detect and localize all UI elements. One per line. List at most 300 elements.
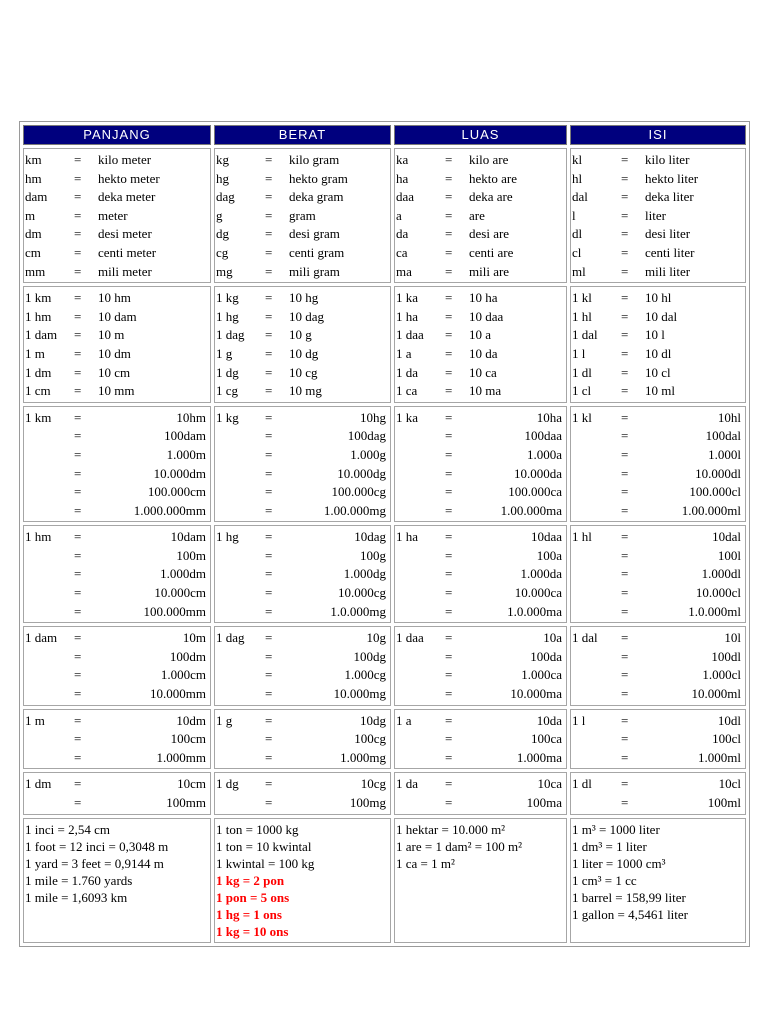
conversion-unit: g (379, 630, 386, 646)
conversion-line (216, 666, 389, 685)
conversion-value: 10.000 (510, 686, 547, 702)
unit-abbr: l (572, 207, 576, 223)
step-line (396, 364, 565, 383)
conversion-result (289, 685, 389, 704)
equals-sign: = (265, 547, 273, 563)
step-to: 10 ca (469, 364, 497, 380)
conversion-from (25, 565, 74, 584)
equals-sign: = (265, 345, 273, 361)
conversion-unit: ca (550, 484, 562, 500)
conversion-line (25, 794, 209, 813)
equals-sign: = (265, 170, 273, 186)
unit-name: meter (98, 207, 128, 223)
unit-line (572, 244, 744, 263)
unit-line (572, 225, 744, 244)
unit-name: hekto are (469, 170, 518, 186)
conversion-result (98, 730, 209, 749)
conversion-from (25, 730, 74, 749)
equals-sign: = (265, 585, 273, 601)
equals-sign: = (445, 152, 453, 167)
equals-sign: = (621, 465, 629, 481)
conversion-line (572, 409, 744, 428)
conversion-value: 1.000 (521, 667, 551, 683)
steps-cell-isi (570, 286, 746, 403)
unit-abbr: kg (216, 152, 229, 167)
step-line (396, 308, 565, 327)
equals-sign: = (445, 776, 453, 792)
conversion-unit: ha (549, 409, 562, 425)
conversion-fact: 1 mile = 1.760 yards (25, 872, 133, 888)
conversion-line (572, 603, 744, 622)
equals-sign: = (445, 585, 453, 601)
conversion-unit: mg (369, 749, 386, 765)
equals-sign: = (74, 529, 82, 545)
units-cell-isi (570, 148, 746, 283)
conversion-unit: l (737, 630, 741, 646)
header-row (23, 125, 746, 145)
conversion-unit: mm (185, 749, 206, 765)
conversion-from: 1 km (25, 409, 52, 425)
conversion-result (289, 427, 389, 446)
unit-abbr: mg (216, 263, 233, 279)
conversion-value: 100 (169, 648, 190, 664)
equals-sign: = (74, 465, 82, 481)
conversion-unit: a (556, 547, 562, 563)
conversion-result (98, 446, 209, 465)
unit-name: hekto meter (98, 170, 160, 186)
equals-sign: = (265, 465, 273, 481)
unit-name: desi are (469, 226, 510, 242)
conversion-result (469, 712, 565, 731)
conversion-result (645, 446, 744, 465)
equals-sign: = (74, 603, 82, 619)
conversion-value: 10 (360, 712, 373, 728)
conversion-from (25, 483, 74, 502)
conversion-from (25, 749, 74, 768)
conversion-unit: dm (189, 566, 206, 582)
steps-cell-luas (394, 286, 567, 403)
unit-name: gram (289, 207, 316, 223)
equals-sign: = (445, 603, 453, 619)
header-berat: BERAT (214, 125, 391, 145)
conversion-line (25, 502, 209, 521)
conversion-from (25, 794, 74, 813)
conversion-result (469, 502, 565, 521)
conversion-unit: dal (725, 529, 741, 545)
conversion-fact: 1 gallon = 4,5461 liter (572, 906, 689, 922)
conversion-value: 100 (166, 795, 186, 810)
equals-sign: = (265, 327, 273, 343)
conversion-line (572, 685, 744, 704)
conversion-value: 100 (530, 648, 550, 664)
conversion-line (25, 446, 209, 465)
conversion-from (396, 446, 445, 465)
unit-name: desi liter (645, 226, 691, 242)
equals-sign: = (445, 263, 453, 279)
conversion-line (25, 730, 209, 749)
step-to: 10 mg (289, 383, 322, 399)
conversion-result (645, 685, 744, 704)
unit-line (572, 188, 744, 207)
conversion-from (216, 730, 265, 749)
equals-sign: = (74, 226, 82, 242)
conversion-from (396, 483, 445, 502)
conversion-value: 1.00.000 (500, 502, 547, 518)
conversion-result (645, 547, 744, 566)
unit-line (572, 151, 744, 170)
conversion-result (98, 502, 209, 521)
extras-cell-isi (570, 818, 746, 943)
equals-sign: = (621, 327, 629, 343)
conversion-result (469, 775, 565, 794)
conversion-result (289, 483, 389, 502)
conversion-from: 1 ha (396, 529, 419, 545)
conversion-result (469, 427, 565, 446)
unit-name: centi are (469, 244, 514, 260)
equals-sign: = (74, 630, 82, 646)
conversion-line (25, 712, 209, 731)
conversion-fact: 1 are = 1 dam² = 100 m² (396, 838, 523, 854)
equals-sign: = (445, 244, 453, 260)
conversion-fact: 1 foot = 12 inci = 0,3048 m (25, 838, 169, 854)
step-from: 1 hl (572, 308, 592, 324)
equals-sign: = (265, 566, 273, 582)
step-line (216, 289, 389, 308)
conversion-result (645, 584, 744, 603)
conversion-from (216, 749, 265, 768)
conversion-fact: 1 kwintal = 100 kg (216, 855, 315, 871)
unit-line (396, 263, 565, 282)
conversion-line (216, 528, 389, 547)
unit-name: deka meter (98, 189, 156, 205)
equals-sign: = (445, 446, 453, 462)
conversion-block-row (23, 626, 746, 705)
conversion-cell-berat (214, 772, 391, 814)
conversion-from (572, 685, 621, 704)
conversion-line (396, 528, 565, 547)
conversion-from (216, 666, 265, 685)
conversion-value: 1.00.000 (681, 502, 728, 518)
conversion-cell-panjang (23, 772, 211, 814)
conversion-block-row (23, 406, 746, 523)
step-from: 1 cm (25, 383, 51, 399)
conversion-value: 10 (530, 529, 544, 545)
equals-sign: = (621, 226, 629, 242)
equals-sign: = (621, 263, 629, 279)
conversion-result (98, 483, 209, 502)
equals-sign: = (74, 263, 82, 279)
conversion-result (645, 603, 744, 622)
equals-sign: = (621, 547, 629, 563)
unit-line (216, 188, 389, 207)
conversion-unit: g (379, 446, 386, 462)
conversion-fact: 1 ton = 10 kwintal (216, 838, 312, 854)
unit-name: desi gram (289, 226, 340, 242)
conversion-value: 10.000 (153, 465, 190, 481)
unit-abbr: ca (396, 244, 408, 260)
unit-abbr: ma (396, 263, 412, 279)
conversion-value: 100 (164, 428, 184, 444)
step-to: 10 dg (289, 345, 319, 361)
unit-abbr: dm (25, 226, 42, 242)
unit-name: desi meter (98, 226, 152, 242)
conversion-value: 10.000 (150, 686, 186, 702)
conversion-unit: daa (543, 529, 562, 545)
step-line (572, 308, 744, 327)
conversion-unit: ca (550, 585, 562, 601)
conversion-value: 10 (717, 409, 731, 425)
conversion-result (289, 749, 389, 768)
conversion-unit: mg (369, 686, 386, 702)
conversion-unit: l (737, 446, 741, 462)
conversion-line (25, 528, 209, 547)
unit-line (396, 244, 565, 263)
unit-line (25, 207, 209, 226)
conversion-unit: da (549, 712, 562, 728)
conversion-result (289, 794, 389, 813)
equals-sign: = (621, 484, 629, 500)
conversion-line (396, 565, 565, 584)
conversion-result (469, 666, 565, 685)
conversion-result (98, 465, 209, 484)
conversion-result (98, 409, 209, 428)
equals-sign: = (265, 529, 273, 545)
conversion-result (289, 446, 389, 465)
step-from: 1 ha (396, 308, 419, 324)
conversion-result (289, 584, 389, 603)
equals-sign: = (265, 189, 273, 205)
step-from: 1 ka (396, 290, 419, 306)
unit-name: mili meter (98, 263, 152, 279)
conversion-value: 100 (530, 731, 551, 747)
conversion-result (645, 465, 744, 484)
equals-sign: = (621, 630, 629, 646)
equals-sign: = (74, 327, 82, 343)
conversion-result (289, 730, 389, 749)
conversion-line (216, 685, 389, 704)
conversion-line (216, 712, 389, 731)
conversion-line (25, 547, 209, 566)
conversion-block-row (23, 525, 746, 623)
conversion-unit: da (549, 566, 562, 582)
conversion-line (216, 465, 389, 484)
step-from: 1 m (25, 345, 45, 361)
conversion-result (289, 465, 389, 484)
conversion-from (396, 465, 445, 484)
equals-sign: = (265, 308, 273, 324)
conversion-line (216, 427, 389, 446)
equals-sign: = (621, 667, 629, 683)
conversion-from (216, 648, 265, 667)
conversion-from (572, 427, 621, 446)
conversion-cell-isi (570, 406, 746, 523)
equals-sign: = (74, 409, 82, 425)
step-to: 10 dam (98, 308, 137, 324)
unit-line (216, 225, 389, 244)
extras-row (23, 818, 746, 943)
conversion-result (469, 794, 565, 813)
equals-sign: = (621, 731, 629, 747)
conversion-from (396, 685, 445, 704)
conversion-value: 100 (524, 428, 544, 444)
equals-sign: = (445, 529, 453, 545)
conversion-from (572, 446, 621, 465)
equals-sign: = (265, 290, 273, 306)
conversion-from (396, 502, 445, 521)
conversion-result (645, 775, 744, 794)
equals-sign: = (445, 712, 453, 728)
conversion-from (572, 749, 621, 768)
conversion-from (25, 547, 74, 566)
conversion-unit: cm (190, 731, 206, 747)
conversion-unit: dm (189, 712, 206, 728)
unit-line (25, 263, 209, 282)
conversion-result (469, 483, 565, 502)
conversion-unit: dl (730, 648, 741, 664)
unit-abbr: dg (216, 226, 229, 242)
conversion-line (572, 794, 744, 813)
conversion-line (396, 666, 565, 685)
conversion-value: 1.0.000 (688, 603, 728, 619)
conversion-result (98, 629, 209, 648)
conversion-value: 1.000 (520, 566, 550, 582)
conversion-line (216, 603, 389, 622)
conversion-line (396, 409, 565, 428)
conversion-line (396, 547, 565, 566)
conversion-value: 10 (536, 712, 550, 728)
conversion-line (216, 502, 389, 521)
conversion-from (572, 502, 621, 521)
conversion-line (572, 483, 744, 502)
conversion-line (572, 502, 744, 521)
conversion-unit: mm (185, 686, 206, 702)
step-to: 10 dm (98, 345, 131, 361)
conversion-cell-isi (570, 525, 746, 623)
conversion-unit: dm (189, 648, 206, 664)
equals-sign: = (445, 749, 453, 765)
equals-sign: = (265, 667, 273, 683)
conversion-result (289, 712, 389, 731)
conversion-value: 1.000 (344, 667, 374, 683)
equals-sign: = (621, 383, 629, 399)
conversion-value: 1.000 (350, 446, 380, 462)
unit-abbr: dl (572, 226, 583, 242)
conversion-block-row (23, 772, 746, 814)
equals-sign: = (445, 731, 453, 747)
unit-abbr: dam (25, 189, 48, 205)
conversion-result (98, 648, 209, 667)
equals-sign: = (621, 308, 629, 324)
conversion-unit: ml (727, 686, 741, 702)
conversion-value: 1.000 (516, 749, 547, 765)
conversion-unit: da (549, 648, 562, 664)
conversion-fact: 1 hektar = 10.000 m² (396, 821, 506, 837)
equals-sign: = (265, 383, 273, 399)
conversion-value: 1.00.000 (323, 502, 370, 518)
conversion-value: 10 (360, 776, 374, 792)
conversion-unit: cm (190, 667, 206, 683)
equals-sign: = (74, 364, 82, 380)
conversion-unit: ma (546, 502, 562, 518)
conversion-cell-luas (394, 709, 567, 770)
equals-sign: = (265, 152, 273, 167)
conversion-line (396, 629, 565, 648)
conversion-from (216, 446, 265, 465)
conversion-unit: dl (730, 566, 741, 582)
units-row (23, 148, 746, 283)
conversion-line (216, 446, 389, 465)
conversion-from (216, 565, 265, 584)
conversion-unit: cl (731, 484, 741, 500)
equals-sign: = (621, 749, 629, 765)
equals-sign: = (74, 244, 82, 260)
equals-sign: = (621, 345, 629, 361)
extras-cell-luas (394, 818, 567, 943)
conversion-unit: dg (373, 648, 386, 664)
conversion-line (396, 584, 565, 603)
equals-sign: = (445, 364, 453, 380)
conversion-from: 1 da (396, 776, 419, 792)
step-line (572, 382, 744, 401)
conversion-from (572, 465, 621, 484)
step-from: 1 daa (396, 327, 424, 343)
unit-line (572, 263, 744, 282)
conversion-cell-berat (214, 406, 391, 523)
conversion-value: 1.000 (708, 446, 738, 462)
conversion-value: 100 (711, 648, 731, 664)
steps-cell-panjang (23, 286, 211, 403)
conversion-fact: 1 liter = 1000 cm³ (572, 855, 666, 871)
conversion-result (469, 446, 565, 465)
conversion-result (469, 565, 565, 584)
step-from: 1 dal (572, 327, 598, 343)
conversion-value: 1.000 (702, 667, 732, 683)
conversion-from (572, 794, 621, 813)
equals-sign: = (74, 428, 82, 444)
conversion-value: 1.000 (156, 749, 186, 765)
conversion-result (645, 409, 744, 428)
conversion-result (469, 648, 565, 667)
conversion-from (396, 427, 445, 446)
conversion-result (289, 547, 389, 566)
conversion-unit: ma (546, 749, 562, 765)
conversion-value: 100 (712, 731, 732, 747)
conversion-result (98, 547, 209, 566)
equals-sign: = (445, 383, 453, 399)
equals-sign: = (445, 547, 453, 563)
conversion-unit: daa (543, 428, 562, 444)
conversion-cell-panjang (23, 525, 211, 623)
conversion-result (469, 603, 565, 622)
equals-sign: = (621, 603, 629, 619)
conversion-value: 10.000 (333, 686, 370, 702)
conversion-cell-isi (570, 626, 746, 705)
conversion-from (396, 603, 445, 622)
unit-name: mili are (469, 263, 510, 279)
conversion-line (25, 749, 209, 768)
conversion-line (25, 565, 209, 584)
step-line (25, 289, 209, 308)
equals-sign: = (265, 776, 273, 792)
step-from: 1 ca (396, 383, 418, 399)
conversion-line (396, 749, 565, 768)
conversion-unit: m (195, 630, 206, 646)
conversion-value: 100 (705, 428, 726, 444)
equals-sign: = (74, 345, 82, 361)
conversion-from (216, 685, 265, 704)
conversion-line (396, 483, 565, 502)
conversion-unit: ml (727, 603, 741, 619)
